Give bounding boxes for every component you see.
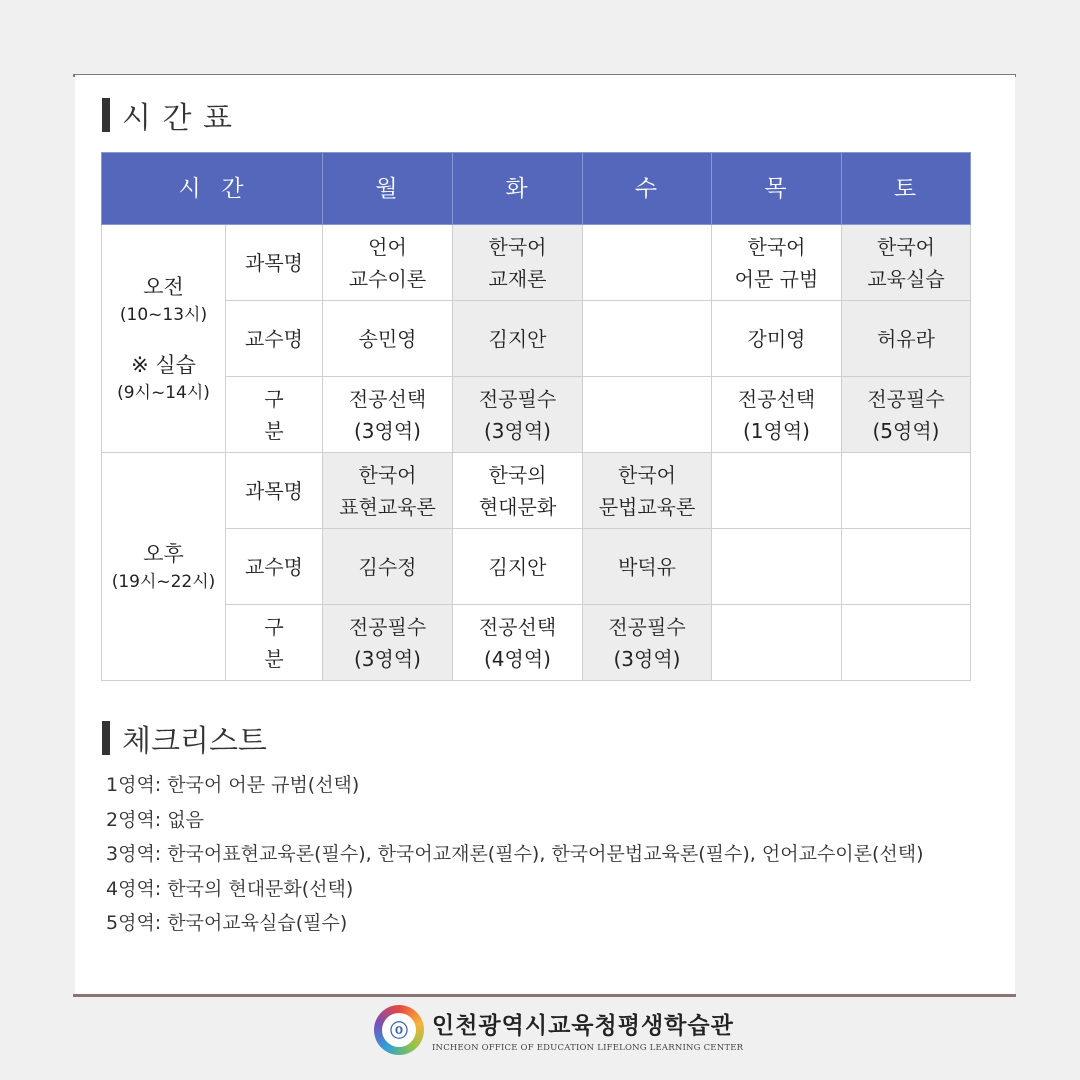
practice-time: (9시~14시)	[117, 382, 210, 403]
cell-line-1: 한국어	[747, 234, 806, 259]
schedule-cell	[583, 605, 712, 681]
checklist-item: 4영역: 한국의 현대문화(선택)	[106, 877, 354, 900]
cell-line-1: 전공필수	[608, 614, 686, 639]
row-label: 교수명	[226, 301, 323, 377]
checklist-item: 3영역: 한국어표현교육론(필수), 한국어교재론(필수), 한국어문법교육론(필수), 언어교수이론(선택)	[106, 843, 924, 865]
schedule-cell	[583, 529, 712, 605]
cell-line-1: 김지안	[488, 326, 547, 351]
bottom-divider	[73, 994, 1016, 997]
schedule-cell	[583, 453, 712, 529]
cell-line-1: 한국어	[488, 234, 547, 259]
timetable	[101, 152, 971, 681]
cell-line-1: 언어	[368, 234, 407, 259]
title-bar-marker	[102, 721, 110, 755]
schedule-cell	[323, 301, 453, 377]
cell-line-2: (3영역)	[613, 646, 681, 671]
schedule-cell	[583, 301, 712, 377]
period-time: (19시~22시)	[111, 571, 216, 592]
cell-line-2: 교재론	[488, 266, 547, 291]
period-cell	[102, 453, 226, 681]
row-label: 구 분	[226, 377, 323, 453]
header-day-tue: 화	[453, 153, 583, 225]
org-name-korean: 인천광역시교육청평생학습관	[432, 1012, 734, 1039]
header-day-thu: 목	[712, 153, 842, 225]
timetable-row	[102, 377, 971, 453]
cell-line-2: 교수이론	[348, 266, 427, 291]
header-time: 시 간	[102, 153, 323, 225]
cell-line-1: 한국어	[877, 234, 935, 259]
cell-line-1: 한국어	[618, 462, 676, 487]
org-name-english: INCHEON OFFICE OF EDUCATION LIFELONG LEARNING CENTER	[432, 1043, 744, 1053]
schedule-cell	[453, 377, 583, 453]
schedule-cell	[842, 529, 971, 605]
schedule-cell	[842, 453, 971, 529]
period-name: 오전	[143, 274, 184, 299]
cell-line-2: (1영역)	[743, 418, 810, 443]
row-label: 과목명	[226, 225, 323, 301]
cell-line-2: (5영역)	[872, 418, 940, 443]
period-cell	[102, 225, 226, 453]
cell-line-2: 현대문화	[478, 494, 557, 519]
cell-line-1: 허유라	[877, 326, 935, 351]
cell-line-2: (3영역)	[354, 646, 421, 671]
timetable-title-text: 시 간 표	[122, 101, 234, 136]
cell-line-2: 어문 규범	[734, 266, 819, 291]
cell-line-1: 강미영	[747, 326, 806, 351]
schedule-cell	[842, 377, 971, 453]
schedule-cell	[712, 453, 842, 529]
practice-note: ※ 실습	[131, 352, 196, 377]
checklist-title	[102, 716, 267, 760]
checklist-item: 2영역: 없음	[106, 808, 204, 831]
cell-line-1: 전공필수	[867, 386, 945, 411]
cell-line-1: 송민영	[358, 326, 417, 351]
swirl-logo-icon: ⓞ	[374, 1005, 424, 1055]
schedule-cell	[453, 453, 583, 529]
header-day-sat: 토	[842, 153, 971, 225]
cell-line-2: 교육실습	[867, 266, 945, 291]
timetable-row	[102, 605, 971, 681]
cell-line-2: (4영역)	[484, 646, 551, 671]
schedule-cell	[453, 529, 583, 605]
schedule-cell	[712, 301, 842, 377]
schedule-cell	[323, 453, 453, 529]
cell-line-2: 표현교육론	[339, 494, 436, 519]
row-label: 과목명	[226, 453, 323, 529]
timetable-row	[102, 301, 971, 377]
footer-logo	[374, 1005, 743, 1055]
cell-line-2: (3영역)	[484, 418, 551, 443]
cell-line-1: 전공선택	[348, 386, 427, 411]
schedule-cell	[842, 605, 971, 681]
cell-line-1: 전공선택	[737, 386, 816, 411]
schedule-cell	[453, 301, 583, 377]
cell-line-1: 전공필수	[478, 386, 557, 411]
schedule-cell	[842, 301, 971, 377]
timetable-title	[102, 93, 233, 137]
row-label: 구 분	[226, 605, 323, 681]
cell-line-1: 박덕유	[618, 554, 676, 579]
schedule-cell	[712, 377, 842, 453]
header-day-wed: 수	[583, 153, 712, 225]
schedule-cell	[712, 529, 842, 605]
cell-line-1: 한국어	[358, 462, 417, 487]
period-time: (10~13시)	[119, 304, 208, 325]
schedule-cell	[323, 225, 453, 301]
schedule-cell	[323, 529, 453, 605]
schedule-cell	[323, 605, 453, 681]
title-bar-marker	[102, 98, 110, 132]
timetable-row	[102, 225, 971, 301]
schedule-cell	[583, 377, 712, 453]
cell-line-2: 문법교육론	[598, 494, 696, 519]
checklist-item: 1영역: 한국어 어문 규범(선택)	[106, 774, 360, 796]
timetable-row	[102, 529, 971, 605]
schedule-cell	[712, 225, 842, 301]
timetable-row	[102, 453, 971, 529]
schedule-cell	[323, 377, 453, 453]
period-name: 오후	[143, 541, 184, 566]
checklist	[106, 768, 924, 941]
schedule-cell	[453, 225, 583, 301]
checklist-item: 5영역: 한국어교육실습(필수)	[106, 912, 348, 934]
schedule-cell	[453, 605, 583, 681]
schedule-cell	[583, 225, 712, 301]
timetable-header-row	[102, 153, 971, 225]
cell-line-1: 전공선택	[478, 614, 557, 639]
checklist-title-text: 체크리스트	[122, 724, 267, 759]
row-label: 교수명	[226, 529, 323, 605]
cell-line-2: (3영역)	[354, 418, 421, 443]
cell-line-1: 한국의	[488, 462, 547, 487]
cell-line-1: 전공필수	[348, 614, 427, 639]
header-day-mon: 월	[323, 153, 453, 225]
cell-line-1: 김지안	[488, 554, 547, 579]
schedule-cell	[842, 225, 971, 301]
schedule-cell	[712, 605, 842, 681]
cell-line-1: 김수정	[358, 554, 417, 579]
